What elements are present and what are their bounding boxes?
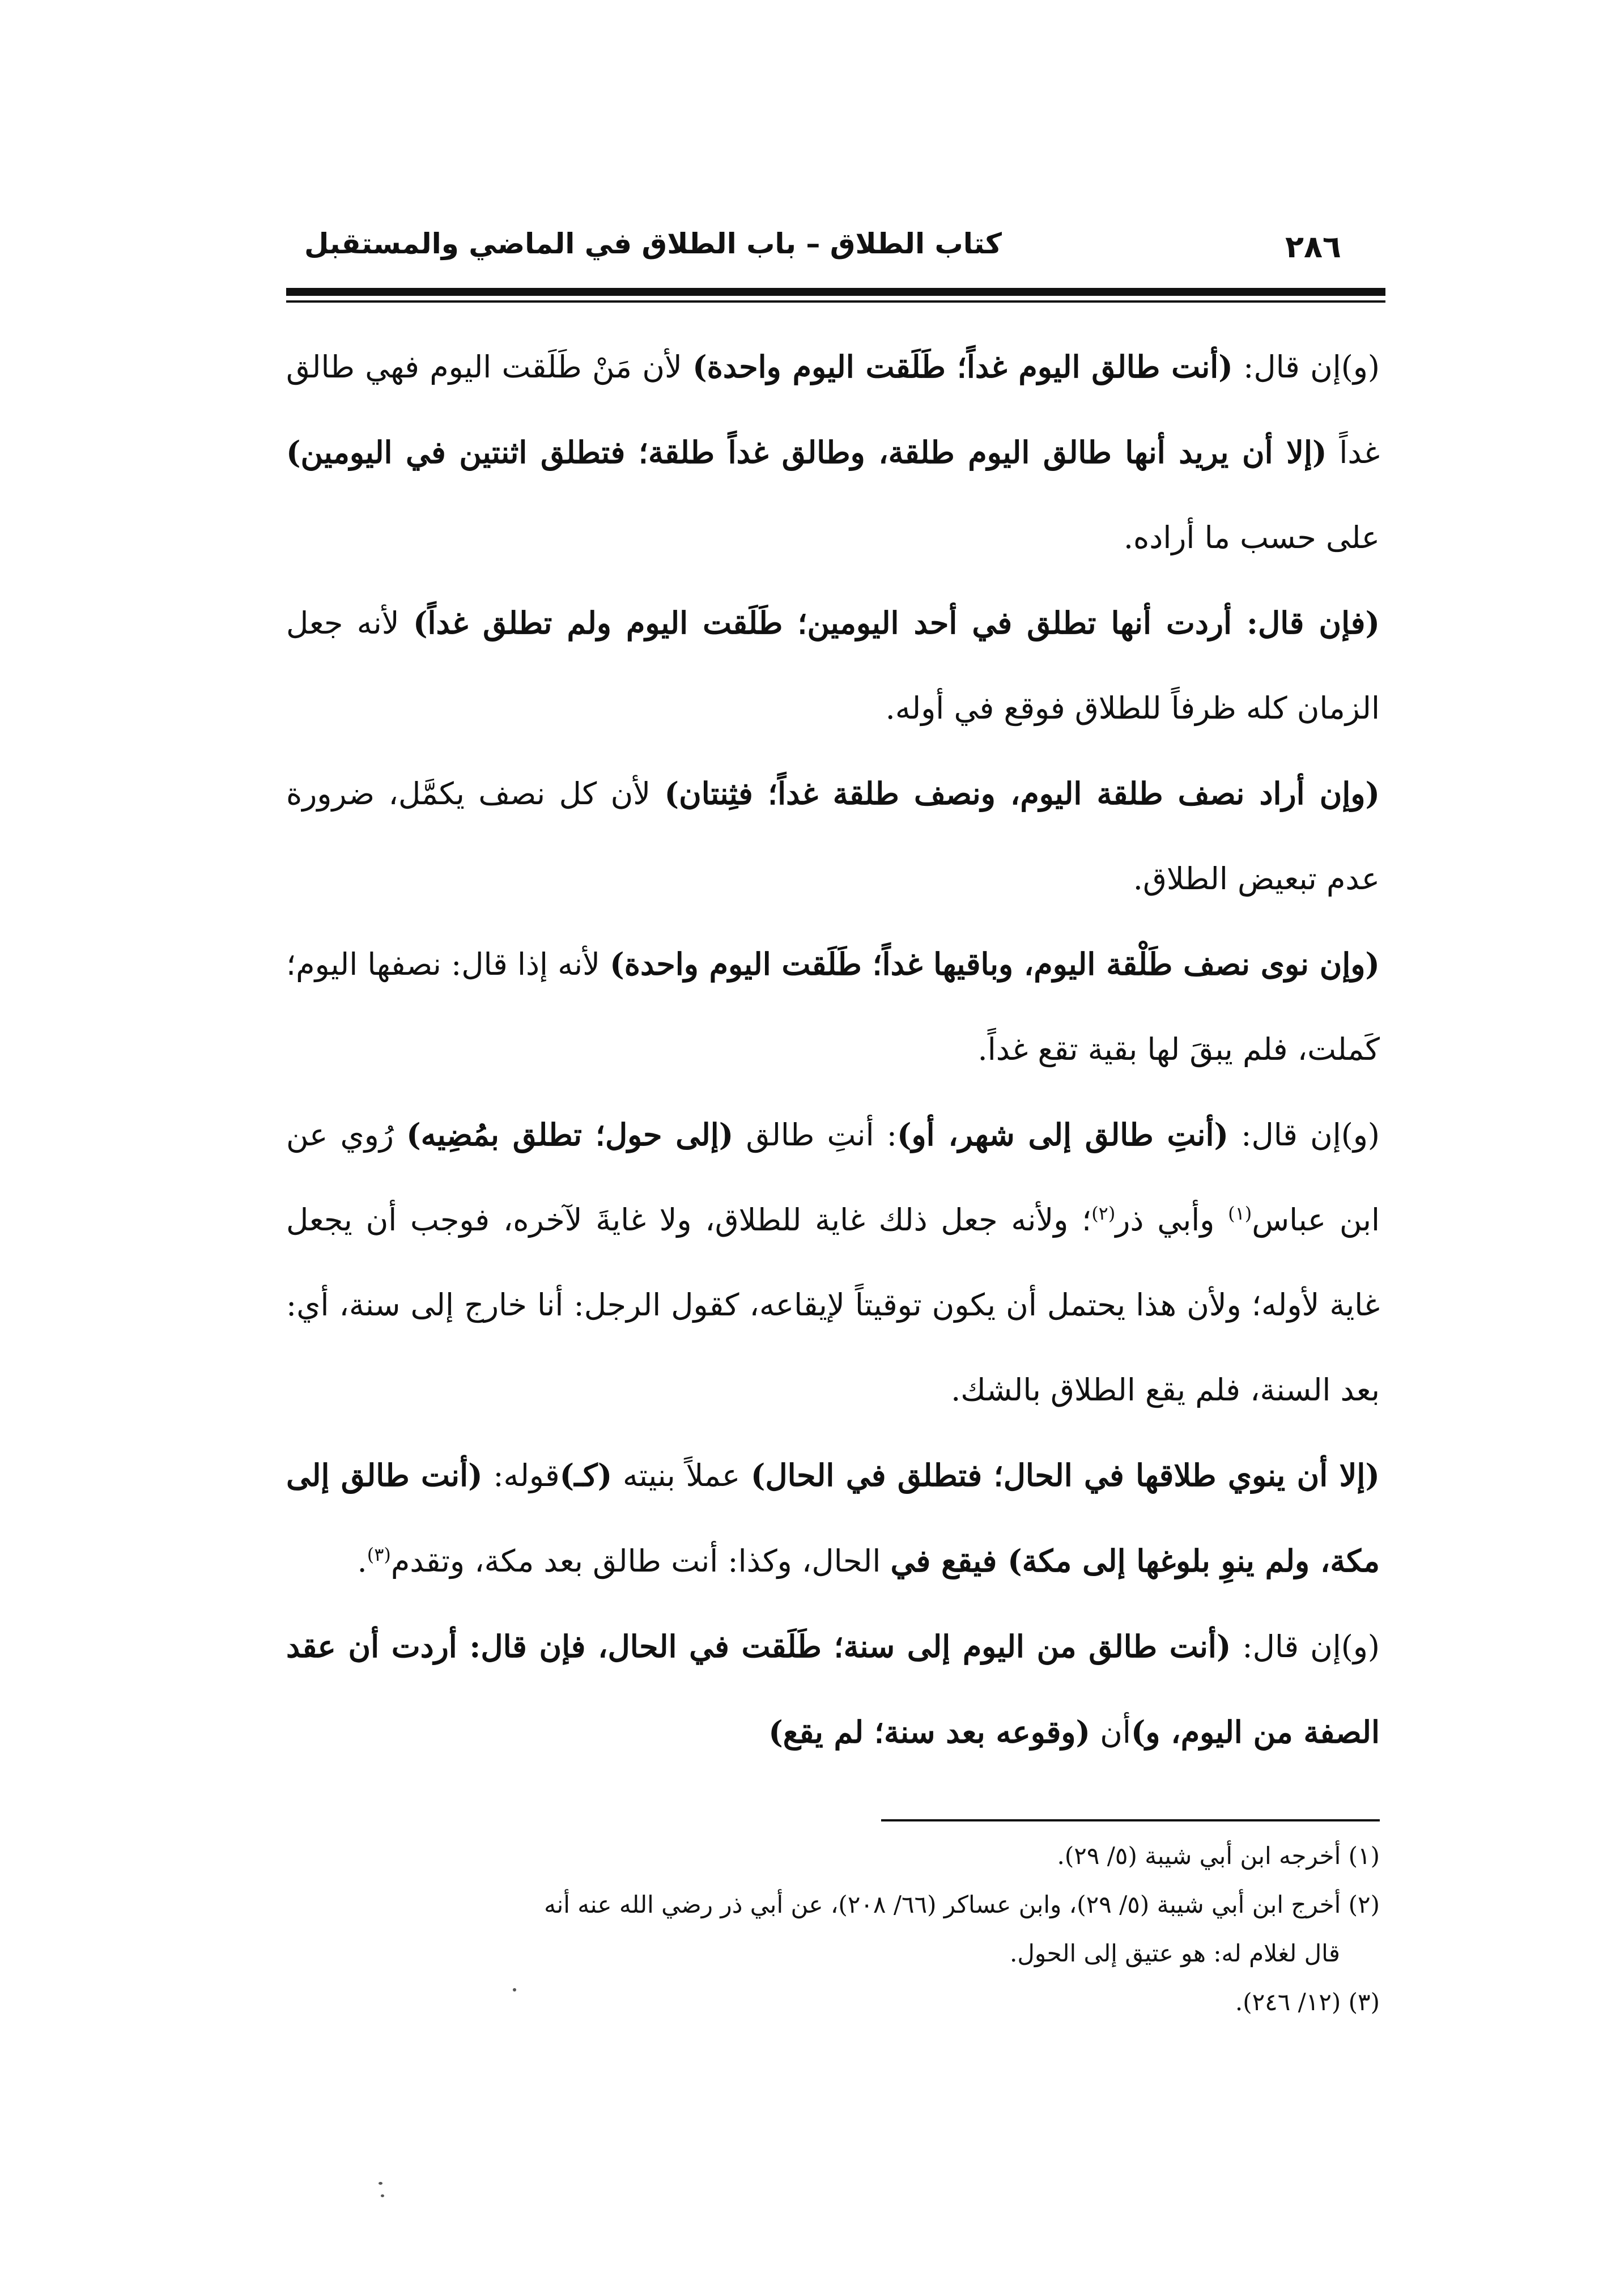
- footnote-marker-2[interactable]: (٢): [1091, 1203, 1116, 1224]
- running-title: كتاب الطلاق – باب الطلاق في الماضي والمستقبل: [304, 227, 1002, 260]
- scan-speck: [381, 2194, 384, 2197]
- text-run: .: [357, 1543, 367, 1579]
- paragraph-7: [286, 1604, 1380, 1775]
- footnote-2-continued: قال لغلام له: هو عتيق إلى الحول.: [1010, 1939, 1340, 1967]
- text-run-bold: (فإن قال: أردت أنها تطلق في أحد اليومين؛ طَلَقت اليوم ولم تطلق غداً): [413, 605, 1380, 641]
- text-run: رُوي عن ابن عباس: [286, 1117, 1380, 1238]
- footnote-3: (٣) (١٢/ ٢٤٦).: [1235, 1988, 1380, 2016]
- scan-speck: [513, 1988, 516, 1991]
- footnote-marker-3[interactable]: (٣): [367, 1544, 391, 1565]
- text-run: الحال، وكذا: أنت طالق بعد مكة، وتقدم: [390, 1543, 891, 1579]
- page-number: ٢٨٦: [1285, 229, 1341, 265]
- text-run-bold: (أنتِ طالق إلى شهر، أو): [896, 1116, 1229, 1153]
- text-run: أن: [1090, 1714, 1131, 1750]
- text-run: لأنه جعل الزمان كله ظرفاً للطلاق فوقع في أوله.: [286, 605, 1380, 726]
- text-run: (و)إن قال:: [1231, 1629, 1380, 1664]
- text-run: وأبي ذر: [1115, 1202, 1228, 1238]
- text-run-bold: (أنت طالق إلى مكة، ولم ينوِ بلوغها إلى مكة) فيقع في: [286, 1457, 1380, 1579]
- text-run-bold: (وقوعه بعد سنة؛ لم يقع): [768, 1714, 1091, 1750]
- paragraph-5: [286, 1092, 1380, 1433]
- paragraph-3: [286, 751, 1380, 922]
- footnote-2: (٢) أخرج ابن أبي شيبة (٥/ ٢٩)، وابن عساكر (٦٦/ ٢٠٨)، عن أبي ذر رضي الله عنه أنه: [544, 1891, 1380, 1918]
- text-run-bold: (وإن نوى نصف طَلْقة اليوم، وباقيها غداً؛ طَلَقت اليوم واحدة): [610, 946, 1380, 982]
- text-run: (و)إن قال:: [1232, 349, 1380, 385]
- text-run-bold: (إلا أن ينوي طلاقها في الحال؛ فتطلق في الحال): [750, 1457, 1380, 1493]
- header-rule-thick: [286, 288, 1385, 296]
- footnote-marker-1[interactable]: (١): [1228, 1203, 1252, 1224]
- text-run: : أنتِ طالق: [733, 1117, 897, 1153]
- text-run-bold: (وإن أراد نصف طلقة اليوم، ونصف طلقة غداً؛ فثِنتان): [664, 775, 1380, 812]
- text-run: قوله:: [482, 1458, 560, 1493]
- paragraph-6: [286, 1433, 1380, 1604]
- footnote-rule: [881, 1819, 1380, 1821]
- text-run-bold: (أنت طالق اليوم غداً؛ طَلَقت اليوم واحدة): [692, 349, 1233, 385]
- text-run: لأن مَنْ طَلَقت اليوم فهي طالق غداً: [286, 349, 1380, 470]
- text-run: (و)إن قال:: [1228, 1117, 1380, 1153]
- paragraph-1: [286, 324, 1380, 580]
- paragraph-4: [286, 922, 1380, 1092]
- text-run-bold: (إلا أن يريد أنها طالق اليوم طلقة، وطالق غداً طلقة؛ فتطلق اثنتين في اليومين): [286, 434, 1327, 470]
- footnotes: [286, 1832, 1380, 2027]
- text-run-bold: (كـ): [559, 1457, 613, 1493]
- text-run-bold: (أنت طالق من اليوم إلى سنة؛ طَلَقت في الحال، فإن قال: أردت أن عقد الصفة من اليوم، و): [286, 1628, 1380, 1750]
- text-run: عملاً بنيته: [612, 1458, 751, 1493]
- paragraph-2: [286, 580, 1380, 751]
- text-run: ؛ ولأنه جعل ذلك غاية للطلاق، ولا غايةَ لآخره، فوجب أن يجعل غاية لأوله؛ ولأن هذا يحتمل أن يكون توقيتاً لإيقاعه، كقول الرجل: أنا خارج إلى سنة، أي: بعد السنة، فلم يقع الطلاق بالشك.: [286, 1202, 1380, 1408]
- scan-speck: [379, 2182, 382, 2185]
- text-run: لأنه إذا قال: نصفها اليوم؛ كَملت، فلم يبقَ لها بقية تقع غداً.: [286, 946, 1380, 1067]
- text-run: على حسب ما أراده.: [1123, 520, 1380, 555]
- text-run: لأن كل نصف يكمَّل، ضرورة عدم تبعيض الطلاق.: [286, 776, 1380, 897]
- text-run-bold: (إلى حول؛ تطلق بمُضِيه): [406, 1116, 734, 1153]
- body-text: [286, 324, 1380, 1775]
- header-rule-thin: [286, 300, 1385, 303]
- footnote-1: (١) أخرجه ابن أبي شيبة (٥/ ٢٩).: [1057, 1842, 1380, 1870]
